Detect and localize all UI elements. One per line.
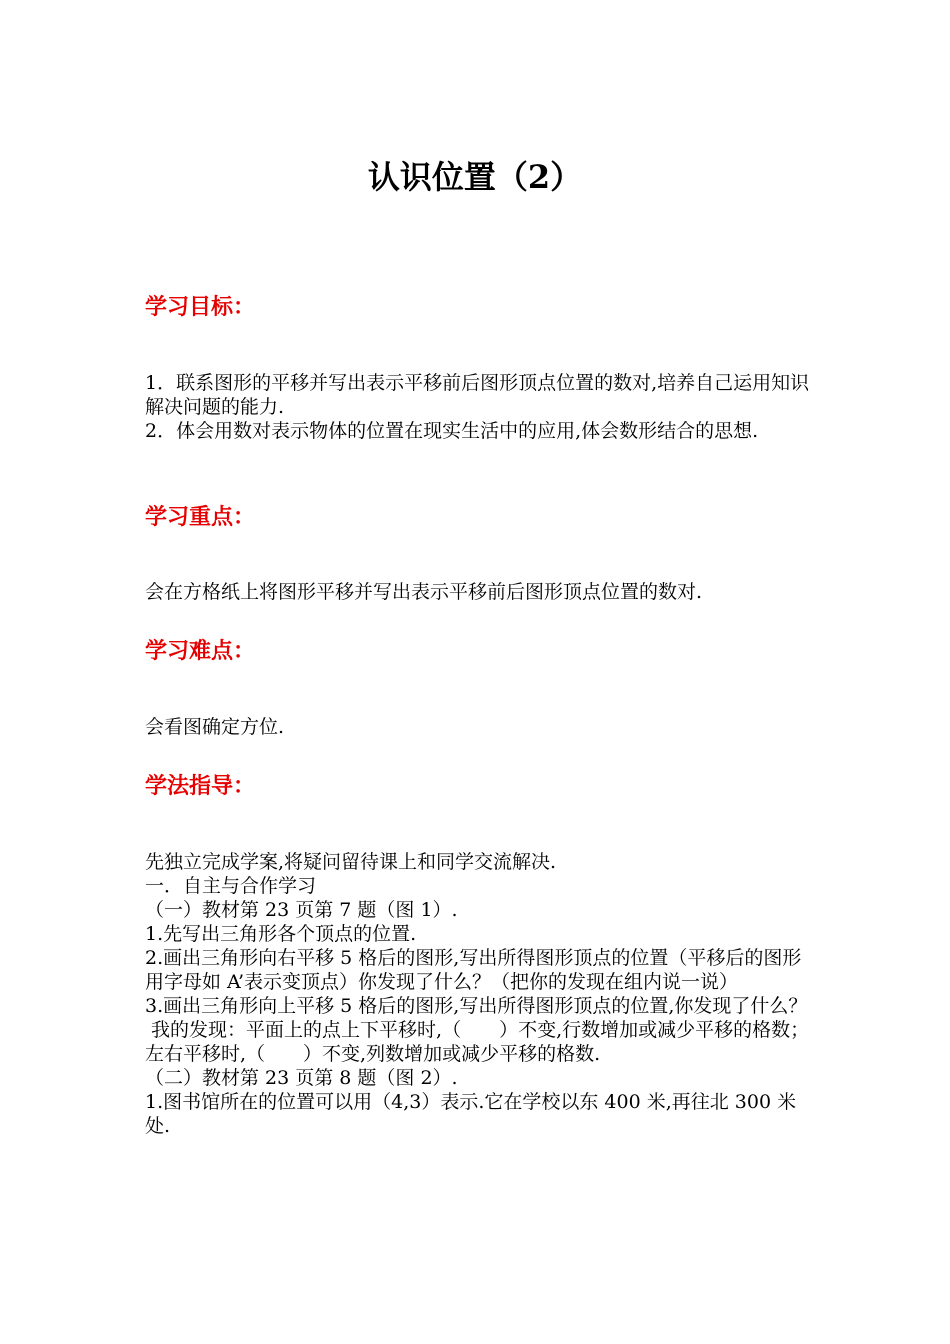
method-line: 2.画出三角形向右平移 5 格后的图形,写出所得图形顶点的位置（平移后的图形用字母如 A’表示变顶点）你发现了什么？（把你的发现在组内说一说） [145, 947, 802, 993]
method-body [145, 850, 815, 1138]
goals-heading: 学习目标： [145, 295, 256, 320]
method-line: 我的发现：平面上的点上下平移时,（ ）不变,行数增加或减少平移的格数；左右平移时,（ ）不变,列数增加或减少平移的格数. [145, 1019, 810, 1065]
goal-item-1: 1．联系图形的平移并写出表示平移前后图形顶点位置的数对,培养自己运用知识解决问题的能力. [145, 372, 810, 418]
goals-list [145, 371, 815, 443]
difficulty-heading: 学习难点： [145, 639, 256, 664]
method-line: （二）教材第 23 页第 8 题（图 2）. [145, 1067, 458, 1089]
difficulty-text: 会看图确定方位. [145, 716, 285, 738]
method-heading: 学法指导： [145, 774, 256, 799]
method-line: 先独立完成学案,将疑问留待课上和同学交流解决. [145, 851, 557, 873]
method-line: 一．自主与合作学习 [145, 875, 317, 897]
focus-text: 会在方格纸上将图形平移并写出表示平移前后图形顶点位置的数对. [145, 581, 703, 603]
method-line: 1.先写出三角形各个顶点的位置. [145, 923, 417, 945]
focus-heading: 学习重点： [145, 505, 256, 530]
document-title: 认识位置（2） [367, 158, 583, 196]
method-line: 1.图书馆所在的位置可以用（4,3）表示.它在学校以东 400 米,再往北 300 米处. [145, 1091, 797, 1137]
goal-item-2: 2．体会用数对表示物体的位置在现实生活中的应用,体会数形结合的思想. [145, 420, 759, 442]
method-line: （一）教材第 23 页第 7 题（图 1）. [145, 899, 458, 921]
method-line: 3.画出三角形向上平移 5 格后的图形,写出所得图形顶点的位置,你发现了什么？ [145, 995, 808, 1017]
